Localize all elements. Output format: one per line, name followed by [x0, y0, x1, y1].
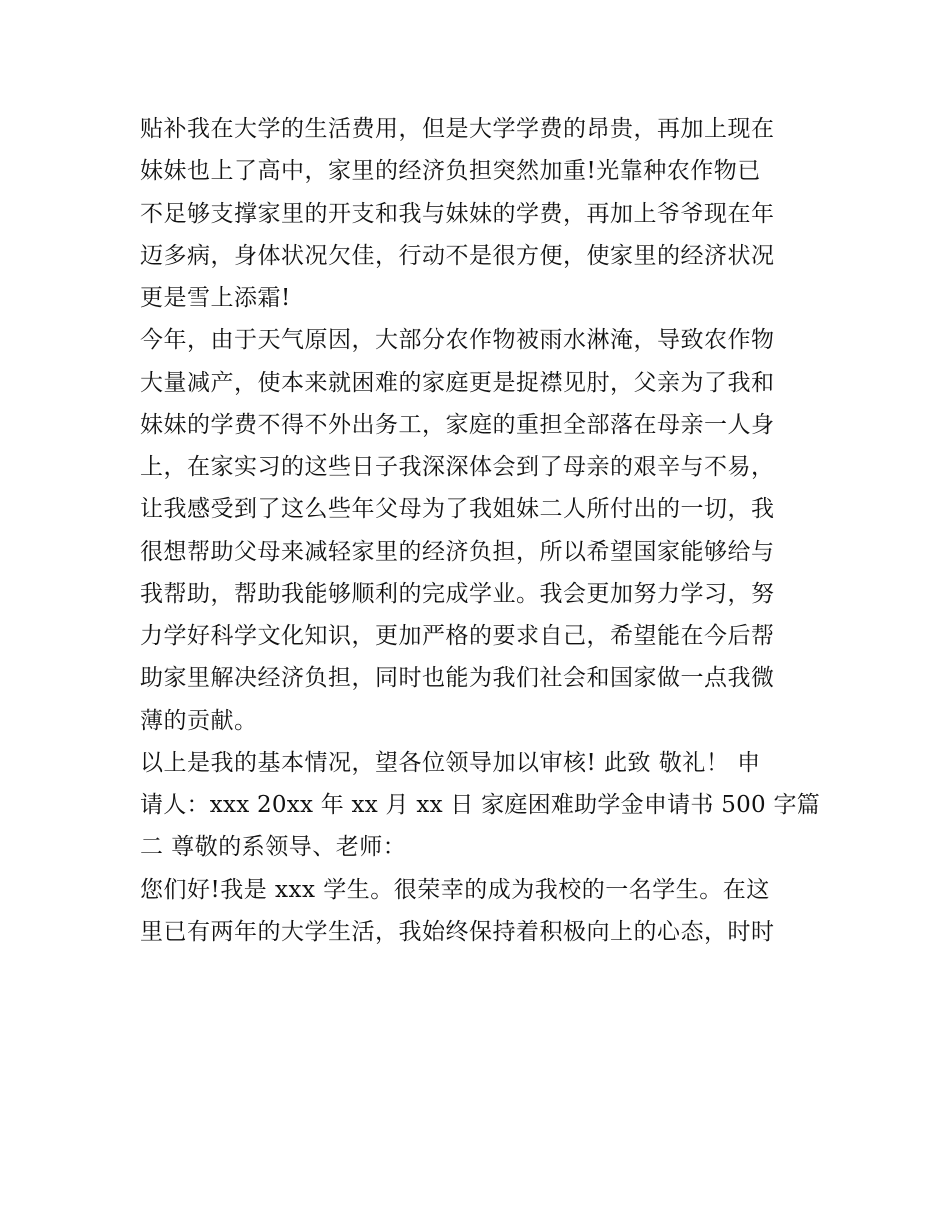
text-line: 助家里解决经济负担，同时也能为我们社会和国家做一点我微 — [140, 665, 775, 692]
text-line: 里已有两年的大学生活，我始终保持着积极向上的心态，时时 — [140, 918, 775, 945]
text-line: 贴补我在大学的生活费用，但是大学学费的昂贵，再加上现在 — [140, 116, 775, 142]
text-line: 大量减产，使本来就困难的家庭更是捉襟见肘，父亲为了我和 — [140, 369, 775, 396]
text-line: 薄的贡献。 — [140, 707, 258, 734]
text-line: 更是雪上添霜! — [140, 285, 291, 311]
text-line: 力学好科学文化知识，更加严格的要求自己，希望能在今后帮 — [140, 623, 775, 649]
text-line: 上，在家实习的这些日子我深深体会到了母亲的艰辛与不易， — [140, 454, 775, 480]
text-line: 妹妹的学费不得不外出务工，家庭的重担全部落在母亲一人身 — [140, 411, 775, 438]
text-line: 二 尊敬的系领导、老师： — [140, 834, 407, 861]
document-body — [140, 109, 820, 954]
text-line: 您们好!我是 xxx 学生。很荣幸的成为我校的一名学生。在这 — [140, 876, 770, 903]
text-line: 很想帮助父母来减轻家里的经济负担，所以希望国家能够给与 — [140, 538, 775, 565]
text-line: 妹妹也上了高中，家里的经济负担突然加重!光靠种农作物已 — [140, 158, 761, 185]
text-line: 请人：xxx 20xx 年 xx 月 xx 日 家庭困难助学金申请书 500 字篇 — [140, 792, 820, 818]
text-line: 迈多病，身体状况欠佳，行动不是很方便，使家里的经济状况 — [140, 242, 775, 269]
text-line: 让我感受到了这么些年父母为了我姐妹二人所付出的一切，我 — [140, 496, 775, 523]
text-line: 以上是我的基本情况，望各位领导加以审核! 此致 敬礼！ 申 — [140, 749, 761, 776]
text-line: 今年，由于天气原因，大部分农作物被雨水淋淹，导致农作物 — [140, 327, 775, 354]
text-line: 我帮助，帮助我能够顺利的完成学业。我会更加努力学习，努 — [140, 580, 775, 607]
text-line: 不足够支撑家里的开支和我与妹妹的学费，再加上爷爷现在年 — [140, 200, 775, 227]
